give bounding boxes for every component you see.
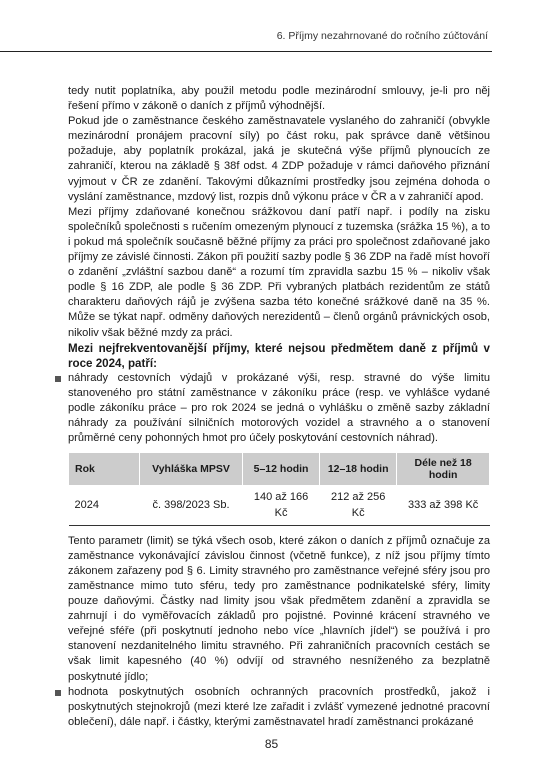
meal-allowance-table — [68, 452, 490, 525]
bullet-square-icon — [55, 690, 61, 696]
paragraph-after-table: Tento parametr (limit) se týká všech osob, které zákon o daních z příjmů označuje za zaměstnance vykonávající závislou činnost (včetně funkce), z níž jsou příjmy tímto zákonem zařazeny pod § 6. Limity stravného pro zaměstnance veřejné sféry jsou pro zaměstnance mimo tuto sféru, tedy pro zaměstnance podnikatelské sféry, limity pouze daňovými. Částky nad limity jsou však předmětem zdanění a zpravidla se zahrnují i do vyměřovacích základů pro pojistné. Povinné krácení stravného ve veřejné sféře (při poskytnutí jednoho nebo více „hlavních jídel“) se používá i pro stanovení nezdanitelného limitu stravného. Při zahraničních pracovních cestách se však limit kapesného (40 %) odvíjí od stravného nesníženého za bezplatně poskytnuté jídlo; — [68, 534, 490, 683]
column-header: 5–12 hodin — [243, 453, 320, 486]
list-item — [68, 371, 490, 446]
table-cell: 212 až 256 Kč — [320, 486, 397, 525]
table-cell: 140 až 166 Kč — [243, 486, 320, 525]
page-number: 85 — [264, 737, 279, 751]
table-row — [69, 486, 490, 525]
list-item-text: hodnota poskytnutých osobních ochranných pracovních prostředků, jakož i poskytnutých stejnokrojů (mezi které lze zařadit i zvlášť vymezené jednotné pracovní oblečení), dále např. i částky, kterými zaměstnavatel hradí zaměstnanci prokázané — [68, 685, 490, 728]
list-item-text: náhrady cestovních výdajů v prokázané výši, resp. stravné do výše limitu stanoveného pro státní zaměstnance v zákoníku práce (resp. ve vyhlášce vydané podle zákoníku práce – pro rok 2024 se jedná o vyhlášku o změně sazby základní náhrady za používání silničních motorových vozidel a stravného a o stanovení průměrné ceny pohonných hmot pro účely poskytování cestovních náhrad). — [68, 372, 490, 445]
paragraph-1: tedy nutit poplatníka, aby použil metodu podle mezinárodní smlouvy, je-li pro něj řešení přímo v zákoně o daních z příjmů výhodnější. — [68, 85, 490, 113]
section-heading: Mezi nejfrekventovanější příjmy, které nejsou předmětem daně z příjmů v roce 2024, patří: — [68, 341, 490, 370]
header-rule — [0, 51, 492, 52]
table-cell: 333 až 398 Kč — [397, 486, 490, 525]
table-header-row — [69, 453, 490, 486]
page-body — [68, 84, 490, 730]
bullet-list — [68, 685, 490, 730]
list-item — [68, 685, 490, 730]
table-cell: 2024 — [69, 486, 140, 525]
paragraph-2: Pokud jde o zaměstnance českého zaměstnavatele vyslaného do zahraničí (obvykle mezinárodní pronájem pracovní síly) po část roku, pak správce daně většinou požaduje, aby poplatník prokázal, jaká je skutečná výše příjmů plynoucích ze zahraničí, kterou na základě § 38f odst. 4 ZDP požaduje v rámci daňového přiznání vyjmout v ČR ze zdanění. Takovými důkazními prostředky jsou zejména dohoda o vyslání zaměstnance, mzdový list, rozpis dnů výkonu práce v ČR a v zahraničí apod. — [68, 115, 490, 203]
table-cell: č. 398/2023 Sb. — [140, 486, 243, 525]
column-header: Vyhláška MPSV — [140, 453, 243, 486]
bullet-square-icon — [55, 376, 61, 382]
column-header: 12–18 hodin — [320, 453, 397, 486]
column-header: Déle než 18 hodin — [397, 453, 490, 486]
paragraph-3: Mezi příjmy zdaňované konečnou srážkovou daní patří např. i podíly na zisku společníků společnosti s ručením omezeným plynoucí z tuzemska (srážka 15 %), a to i pokud má společník současně běžné příjmy za práci pro společnost zdaňované jako příjmy ze závislé činnosti. Zákon při použití sazby podle § 36 ZDP na řadě míst hovoří o zdanění „zvláštní sazbou daně“ a rozumí tím zpravidla sazbu 15 % – nikoliv však podle § 16 ZDP, ale podle § 36 ZDP. Při vybraných platbách rezidentům ze států charakteru daňových rájů je zvýšena sazba této konečné srážkové daně na 35 %. Může se týkat např. odměny daňových nerezidentů – členů orgánů právnických osob, nikoliv však běžné mzdy za práci. — [68, 205, 490, 339]
running-header: 6. Příjmy nezahrnované do ročního zúčtování — [276, 30, 488, 42]
bullet-list — [68, 371, 490, 446]
column-header: Rok — [69, 453, 140, 486]
